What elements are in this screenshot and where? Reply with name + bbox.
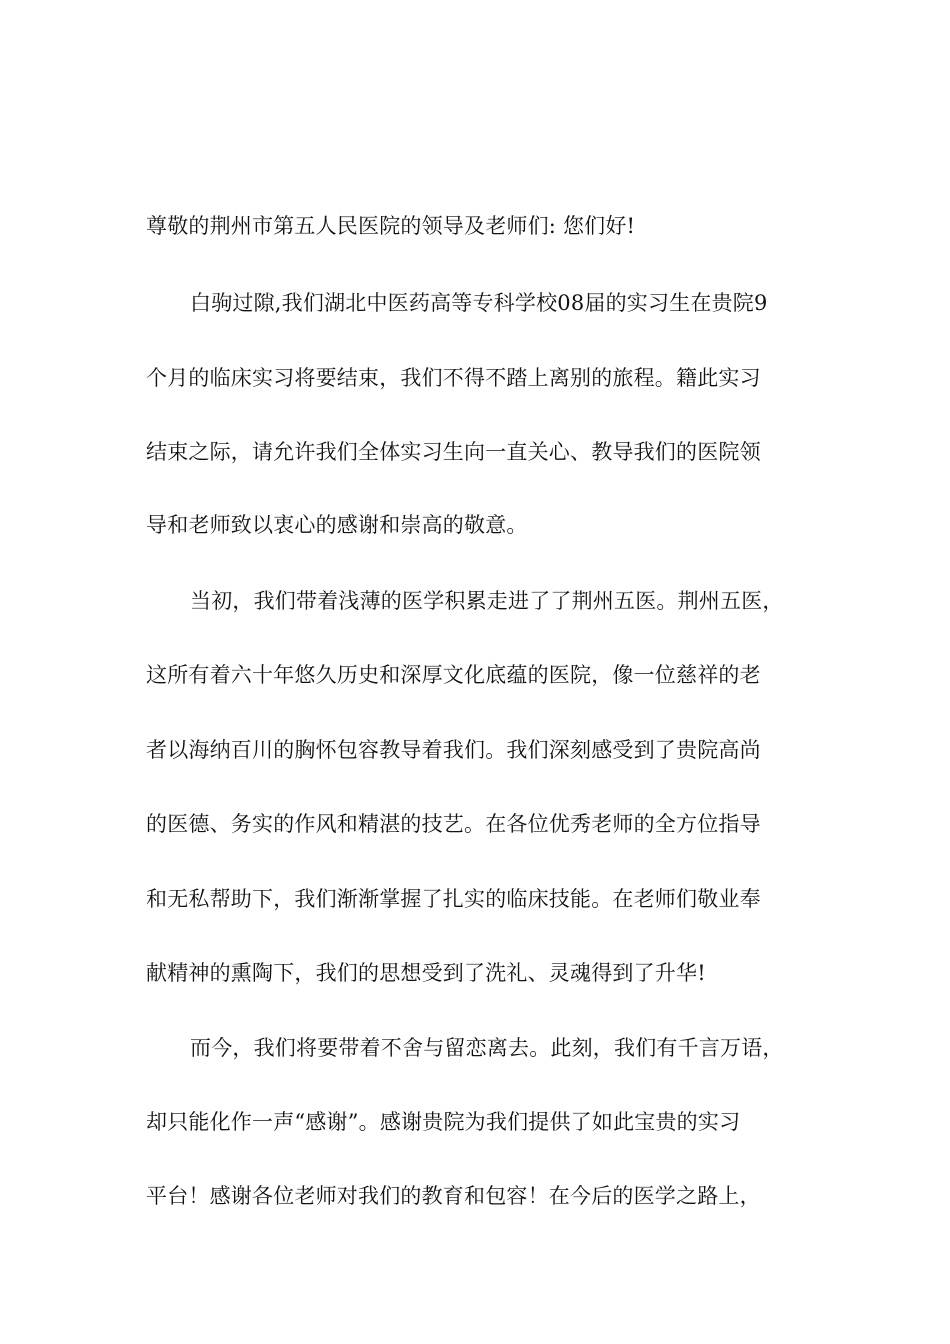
salutation-line: 尊敬的荆州市第五人民医院的领导及老师们: 您们好!: [146, 214, 636, 238]
paragraph-2-line-1: 当初，我们带着浅薄的医学积累走进了了荆州五医。荆州五医，: [190, 589, 784, 613]
paragraph-2-line-5: 和无私帮助下，我们渐渐掌握了扎实的临床技能。在老师们敬业奉: [146, 887, 761, 911]
paragraph-3-line-2: 却只能化作一声“感谢”。感谢贵院为我们提供了如此宝贵的实习: [146, 1110, 741, 1134]
paragraph-2-line-4: 的医德、务实的作风和精湛的技艺。在各位优秀老师的全方位指导: [146, 812, 761, 836]
paragraph-1-line-3: 结束之际，请允许我们全体实习生向一直关心、教导我们的医院领: [146, 440, 761, 464]
paragraph-3-line-1: 而今，我们将要带着不舍与留恋离去。此刻，我们有千言万语，: [190, 1036, 784, 1060]
paragraph-2-line-2: 这所有着六十年悠久历史和深厚文化底蕴的医院，像一位慈祥的老: [146, 663, 761, 687]
paragraph-2-line-3: 者以海纳百川的胸怀包容教导着我们。我们深刻感受到了贵院高尚: [146, 738, 761, 762]
paragraph-3-line-3: 平台！感谢各位老师对我们的教育和包容！在今后的医学之路上，: [146, 1184, 761, 1208]
paragraph-2-line-6: 献精神的熏陶下，我们的思想受到了洗礼、灵魂得到了升华!: [146, 961, 706, 985]
paragraph-1-line-2: 个月的临床实习将要结束，我们不得不踏上离别的旅程。籍此实习: [146, 366, 761, 390]
paragraph-1-line-1: 白驹过隙,我们湖北中医药高等专科学校08届的实习生在贵院9: [190, 291, 768, 315]
paragraph-1-line-4: 导和老师致以衷心的感谢和崇高的敬意。: [146, 513, 528, 537]
